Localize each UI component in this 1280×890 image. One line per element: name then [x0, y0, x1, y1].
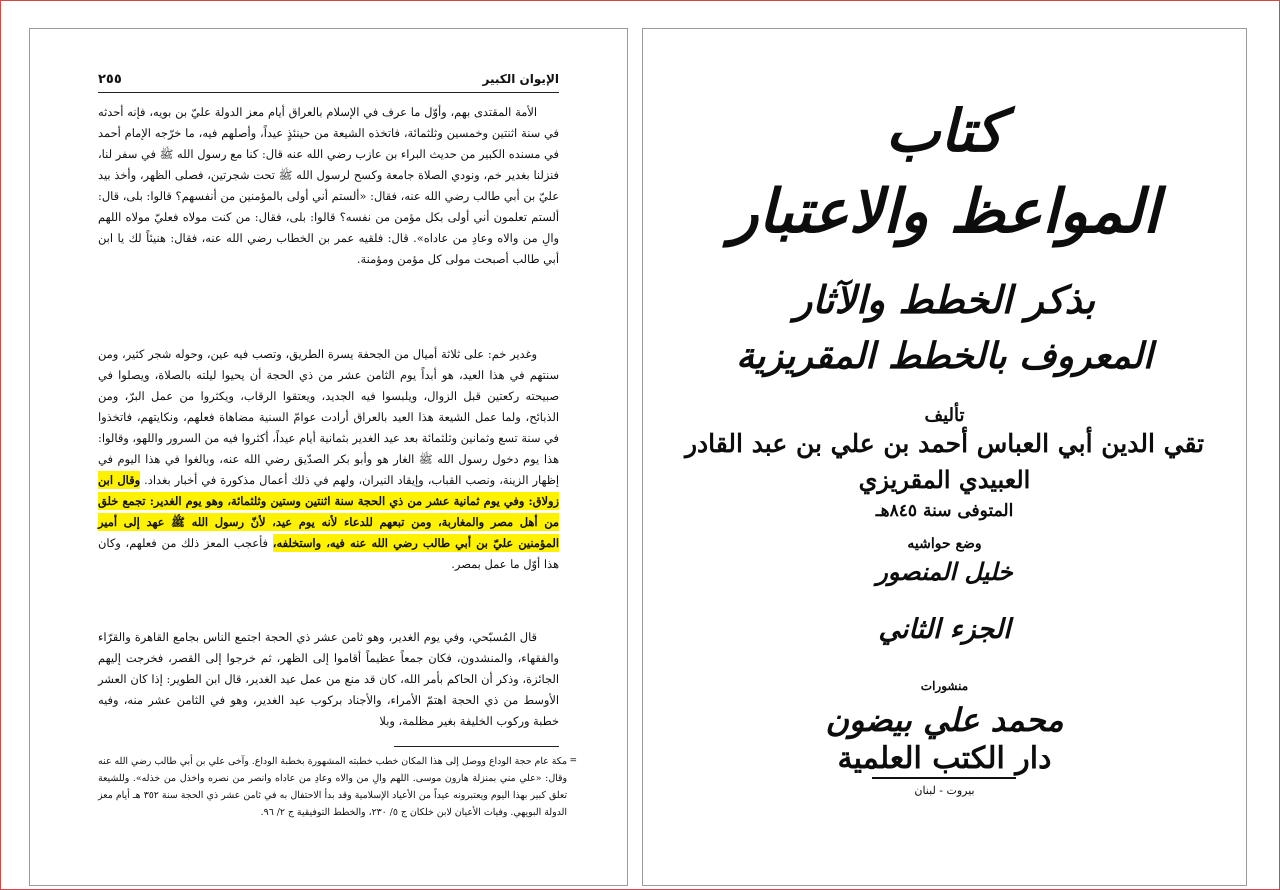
editor-name: خليل المنصور	[876, 557, 1013, 586]
publications-label: منشورات	[920, 679, 969, 693]
paragraph-2-text	[98, 344, 559, 575]
author-name-line-1: تقي الدين أبي العباس أحمد بن علي بن عبد القادر	[684, 429, 1205, 458]
footnote-divider	[394, 746, 559, 747]
publisher-underline	[872, 777, 1016, 779]
title-page	[642, 28, 1247, 886]
annotations-by-label: وضع حواشيه	[907, 536, 982, 552]
highlighted-passage[interactable]: وقال ابن زولاق: وفي يوم ثمانية عشر من ذي الحجة سنة اثنتين وستين وثلثمائة، وهو يوم الغدير: تجمع خلق من أهل مصر والمغاربة، ومن تبعهم للدعاء لأنه يوم عيد، لأنّ رسول الله ﷺ عهد إلى أمير المؤمنين عليّ بن أبي طالب رضي الله عنه فيه، واستخلفه،	[98, 473, 559, 550]
paragraph-1	[98, 102, 559, 270]
book-subtitle: بذكر الخطط والآثار	[793, 277, 1096, 322]
authored-by-label: تأليف	[924, 405, 965, 426]
paragraph-2-before: وغدير خم: على ثلاثة أميال من الجحفة يسرة الطريق، وتصب فيه عين، وحوله شجر كثير، ومن سنتهم في هذا العيد، هو أبداً يوم الثامن عشر من ذي الحجة أن يحيوا ليلته بالصلاة، ويصلوا في صبيحته ركعتين قبل الزوال، ويلبسوا فيه الجديد، ويعتقوا الرقاب، ويكثروا من عمل البرّ، ومن الذبائح، ولما عمل الشيعة هذا العيد بالعراق أرادت عوامّ السنية مضاهاة فعلهم، ونكايتهم، فاتخذوا في سنة تسع وثمانين وثلثمائة بعد عيد الغدير بثمانية أيام عيداً، أكثروا فيه من السرور واللهو، وقالوا: هذا يوم دخول رسول الله ﷺ الغار هو وأبو بكر الصدّيق رضي الله عنه، وبالغوا في هذا اليوم في إظهار الزينة، ونصب القباب، وإيقاد النيران، ولهم في ذلك أعمال مذكورة في أخبار بغداد.	[98, 347, 559, 487]
paragraph-3-text: قال المُسبّحي، وفي يوم الغدير، وهو ثامن عشر ذي الحجة اجتمع الناس بجامع القاهرة والقرّاء والفقهاء، والمنشدون، فكان جمعاً عظيماً أقاموا إلى الظهر، ثم خرجوا إلى القصر، فخرجت إليهم الجائزة، وذكر أن الحاكم بأمر الله، كان قد منع من عمل عيد الغدير، قال ابن الطوير: إذا كان العشر الأوسط من ذي الحجة اهتمّ الأمراء، والأجناد بركوب عيد الغدير، وهو في الثامن عشر منه، وفيه خطبة وركوب الخليفة بغير مظلمة، وبلا	[98, 630, 559, 728]
book-title: المواعظ والاعتبار	[729, 177, 1160, 247]
volume-label: الجزء الثاني	[878, 614, 1011, 645]
running-title: الإيوان الكبير	[482, 72, 559, 86]
paragraph-2	[98, 344, 559, 575]
publisher-city: بيروت - لبنان	[914, 784, 975, 797]
left-book-page	[29, 28, 628, 886]
publisher-house-logo: دار الكتب العلمية	[837, 741, 1052, 776]
author-death-date: المتوفى سنة ٨٤٥هـ	[875, 501, 1014, 521]
publisher-person: محمد علي بيضون	[825, 701, 1064, 739]
paragraph-2-after: فأعجب المعز ذلك من فعلهم، وكان هذا أوّل ما عمل بمصر.	[98, 536, 559, 571]
page-number: ٢٥٥	[98, 72, 122, 87]
kitab-heading: كتاب	[885, 97, 1004, 165]
footnote-text: مكة عام حجة الوداع ووصل إلى هذا المكان خطب خطبته المشهورة بخطبة الوداع. وآخى علي بن أبي طالب رضي الله عنه وقال: «علي مني بمنزلة هارون موسى. اللهم والِ من والاه وعادِ من عاداه وانصر من نصره واخذل من خذله». وللشيعة تعلق كبير بهذا اليوم ويعتبرونه عيداً من الأعياد الإسلامية وقد بدأ الاحتفال به في ثامن عشر ذي الحجة سنة ٣٥٢ هـ أيام معز الدولة البويهي. وفيات الأعيان لابن خلكان ج ٥/ ٢٣٠، والخطط التوفيقية ج ٢/ ٩٦.	[98, 756, 567, 818]
paragraph-1-text: الأمة المقتدى بهم، وأوّل ما عرف في الإسلام بالعراق أيام معز الدولة عليّ بن بويه، فإنه أحدثه في سنة اثنتين وخمسين وثلثمائة، فاتخذه الشيعة من حينئذٍ عيداً، وأصلهم فيه، ما خرّجه الإمام أحمد في مسنده الكبير من حديث البراء بن عازب رضي الله عنه قال: كنا مع رسول الله ﷺ في سفر لنا، فنزلنا بغدير خم، ونودي الصلاة جامعة وكسح لرسول الله ﷺ تحت شجرتين، فصلى الظهر، وأخذ بيد عليّ بن أبي طالب رضي الله عنه، فقال: «ألستم أني أولى بالمؤمنين من أنفسهم؟ قالوا: بلى، قال: ألستم تعلمون أني أولى بكل مؤمن من نفسه؟ قالوا: بلى، فقال: من كنت مولاه فعليّ مولاه اللهم والِ من والاه وعادِ من عاداه». قال: فلقيه عمر بن الخطاب رضي الله عنه، فقال: هنيئاً لك يا ابن أبي طالب أصبحت مولى كل مؤمن ومؤمنة.	[98, 105, 559, 266]
footnote-marker: =	[569, 756, 577, 766]
paragraph-3	[98, 627, 559, 732]
footnote	[98, 753, 577, 821]
title-page-content	[643, 29, 1246, 885]
running-header	[98, 70, 559, 93]
book-known-as: المعروف بالخطط المقريزية	[736, 335, 1153, 377]
author-name-line-2: العبيدي المقريزي	[858, 465, 1031, 494]
